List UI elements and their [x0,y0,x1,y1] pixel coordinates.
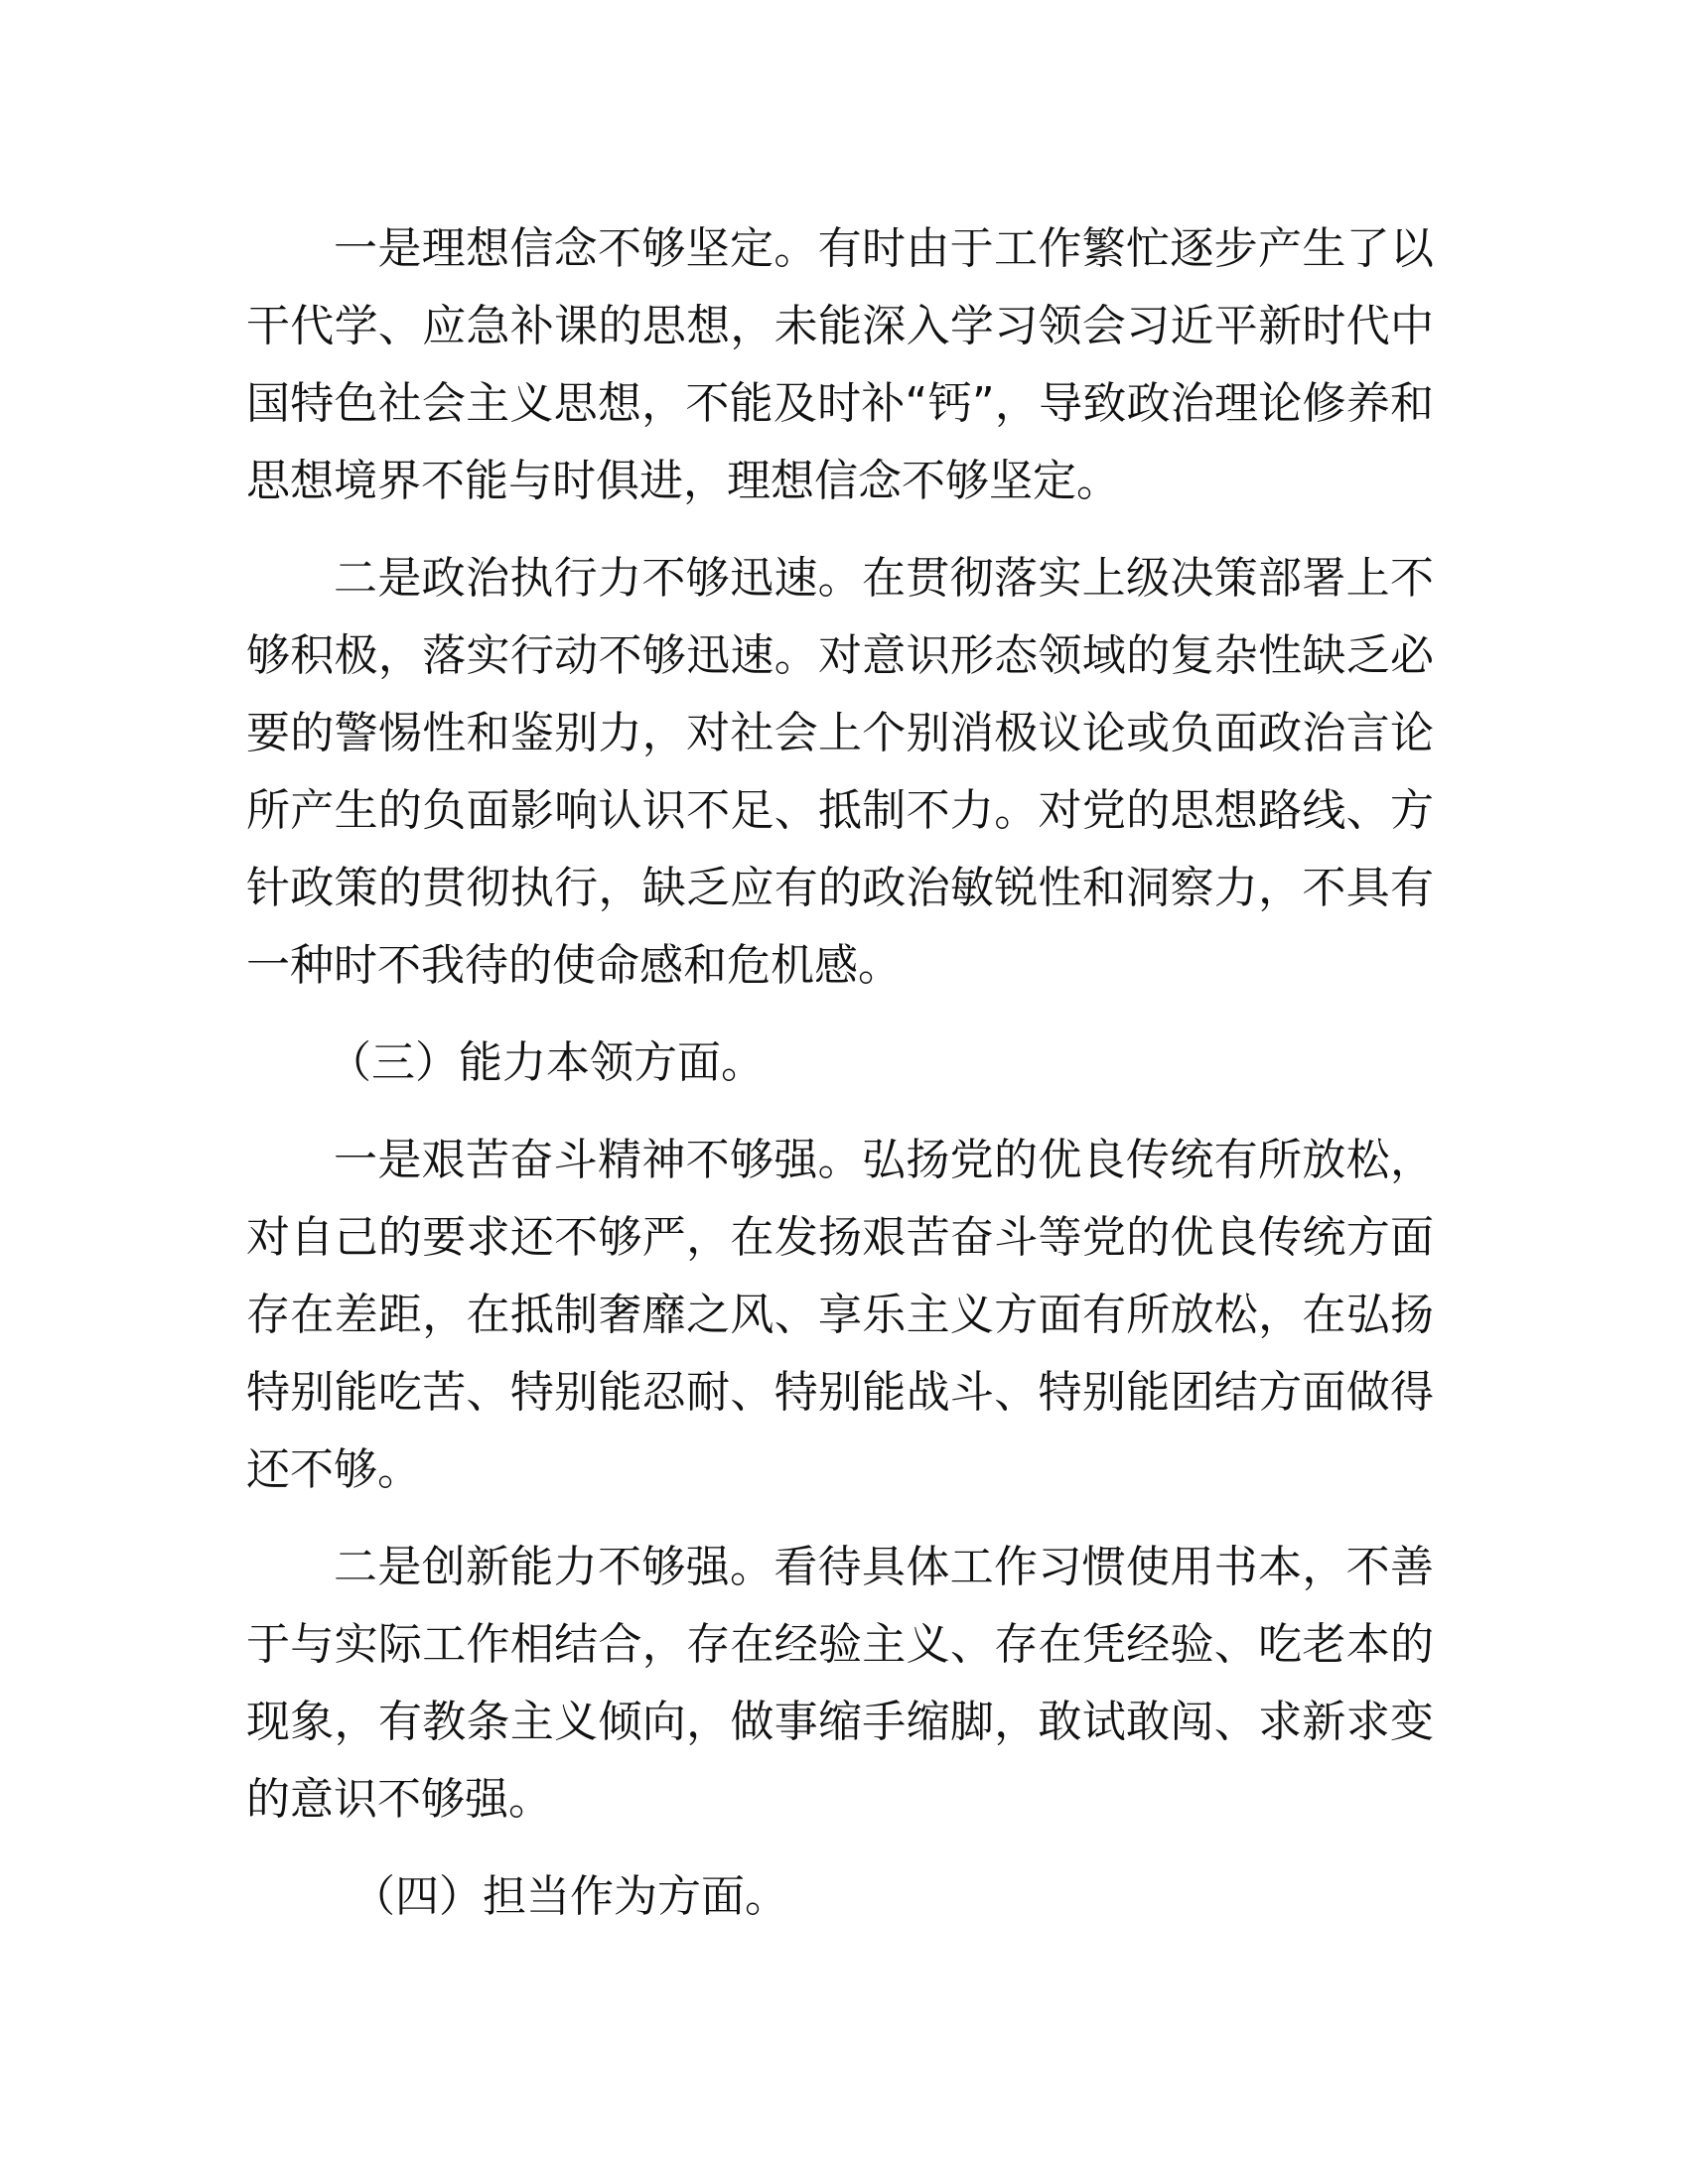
document-body [246,210,1434,1956]
paragraph-political-execution: 二是政治执行力不够迅速。在贯彻落实上级决策部署上不够积极，落实行动不够迅速。对意识形态领域的复杂性缺乏必要的警惕性和鉴别力，对社会上个别消极议论或负面政治言论所产生的负面影响认识不足、抵制不力。对党的思想路线、方针政策的贯彻执行，缺乏应有的政治敏锐性和洞察力，不具有一种时不我待的使命感和危机感。 [246,553,1434,991]
section-heading-responsibility: （四）担当作为方面。 [352,1871,788,1922]
section-heading-capability: （三）能力本领方面。 [328,1037,765,1088]
paragraph-hard-work-spirit: 一是艰苦奋斗精神不够强。弘扬党的优良传统有所放松，对自己的要求还不够严，在发扬艰苦奋斗等党的优良传统方面存在差距，在抵制奢靡之风、享乐主义方面有所放松，在弘扬特别能吃苦、特别能忍耐、特别能战斗、特别能团结方面做得还不够。 [246,1135,1434,1495]
paragraph-innovation-ability: 二是创新能力不够强。看待具体工作习惯使用书本，不善于与实际工作相结合，存在经验主义、存在凭经验、吃老本的现象，有教条主义倾向，做事缩手缩脚，敢试敢闯、求新求变的意识不够强。 [246,1542,1434,1825]
paragraph-ideals-belief: 一是理想信念不够坚定。有时由于工作繁忙逐步产生了以干代学、应急补课的思想，未能深入学习领会习近平新时代中国特色社会主义思想，不能及时补“钙”，导致政治理论修养和思想境界不能与时俱进，理想信念不够坚定。 [246,223,1434,506]
